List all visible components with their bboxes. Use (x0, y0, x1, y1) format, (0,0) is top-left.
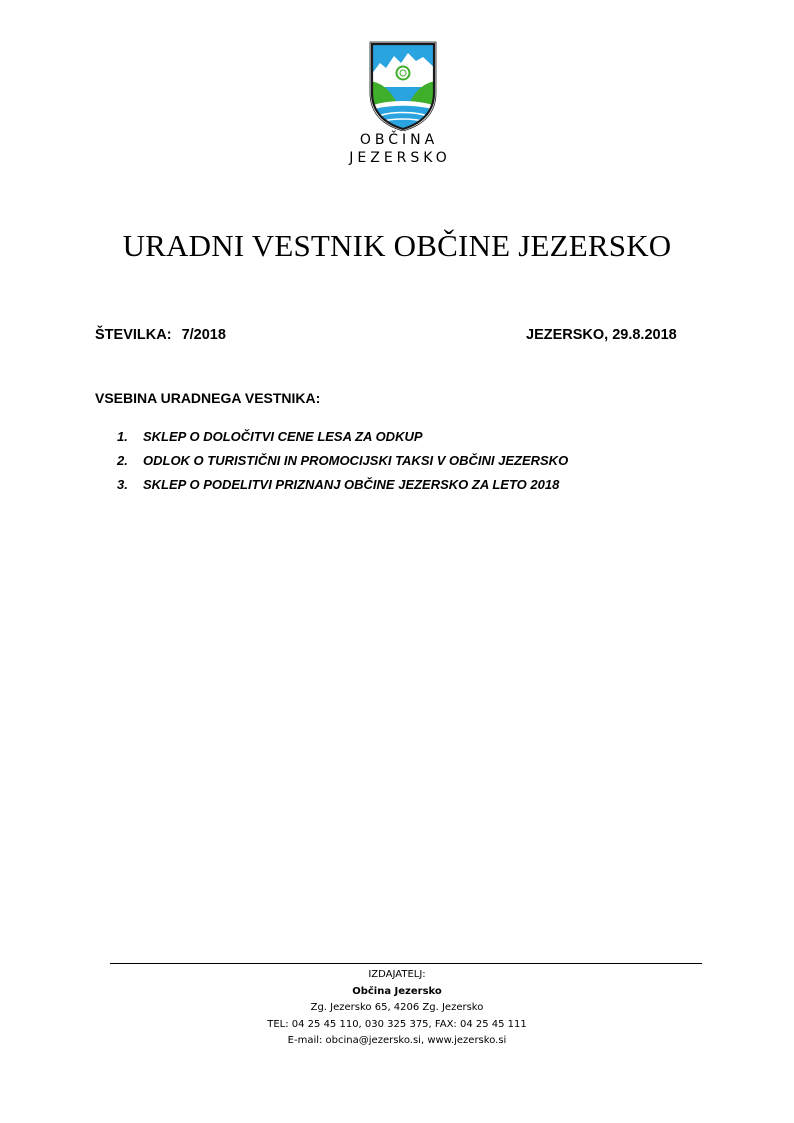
document-title: URADNI VESTNIK OBČINE JEZERSKO (122, 228, 672, 263)
list-item-text: SKLEP O PODELITVI PRIZNANJ OBČINE JEZERSKO ZA LETO 2018 (143, 477, 560, 492)
list-item-index: 3. (117, 477, 128, 492)
municipality-name-line2: JEZERSKO (349, 150, 451, 166)
issue-number-value: 7/2018 (181, 327, 226, 343)
municipal-coat-of-arms-icon (368, 41, 438, 131)
list-item-text: ODLOK O TURISTIČNI IN PROMOCIJSKI TAKSI V OBČINI JEZERSKO (143, 453, 569, 468)
contents-list (117, 429, 568, 501)
issue-number-label: ŠTEVILKA: (95, 327, 172, 343)
list-item-text: SKLEP O DOLOČITVI CENE LESA ZA ODKUP (143, 429, 423, 444)
list-item (117, 453, 568, 477)
list-item (117, 429, 568, 453)
footer-divider (110, 963, 702, 964)
issue-place-date: JEZERSKO, 29.8.2018 (526, 327, 677, 343)
publisher-phones: TEL: 04 25 45 110, 030 325 375, FAX: 04 25 45 111 (267, 1018, 527, 1030)
issue-number (95, 327, 226, 343)
footer (0, 967, 794, 1050)
list-item (117, 477, 568, 501)
municipality-name-line1: OBČINA (359, 132, 439, 148)
publisher-name: Občina Jezersko (352, 985, 442, 997)
publisher-address: Zg. Jezersko 65, 4206 Zg. Jezersko (310, 1002, 484, 1013)
publisher-label: IZDAJATELJ: (368, 969, 426, 980)
list-item-index: 2. (117, 453, 128, 468)
list-item-index: 1. (117, 429, 128, 444)
contents-heading: VSEBINA URADNEGA VESTNIKA: (95, 390, 321, 406)
publisher-contact: E-mail: obcina@jezersko.si, www.jezersko.si (287, 1035, 507, 1046)
